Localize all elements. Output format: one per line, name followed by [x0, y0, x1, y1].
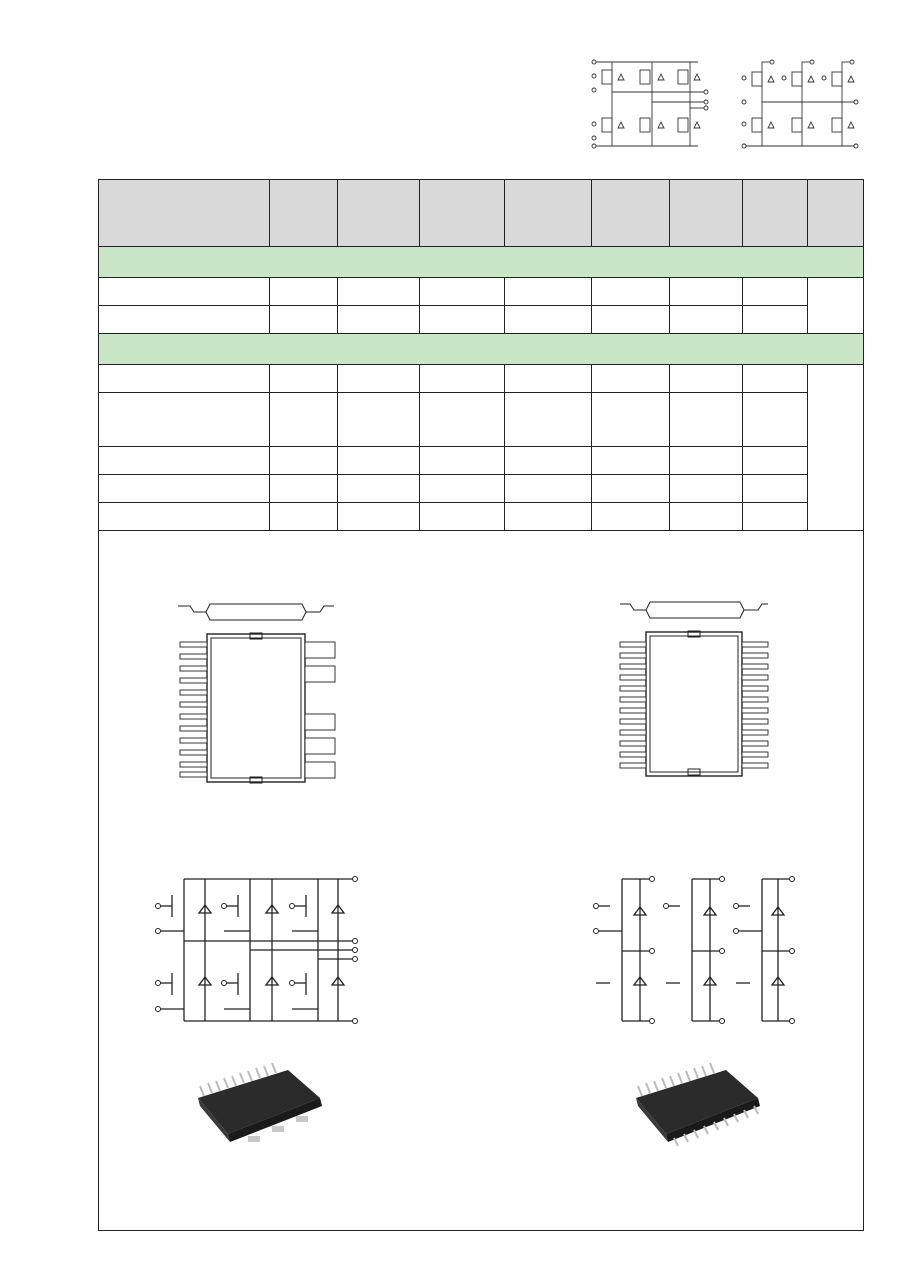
- table-row: [99, 306, 864, 334]
- table-row: [99, 393, 864, 447]
- table-row: [99, 503, 864, 531]
- package-outline-left: [176, 602, 336, 786]
- half-bridge-schematic-thumbnail: [736, 56, 862, 152]
- table-row: [99, 278, 864, 306]
- package-photo-right: [626, 1058, 772, 1148]
- package-outline-right: [618, 600, 770, 780]
- table-row: [99, 365, 864, 393]
- table-header-row: [99, 180, 864, 247]
- table-section-row: [99, 247, 864, 278]
- table-row: [99, 447, 864, 475]
- table-row: [99, 475, 864, 503]
- six-pack-schematic: [150, 873, 362, 1025]
- table-section-row: [99, 334, 864, 365]
- six-pack-schematic-thumbnail: [586, 56, 710, 152]
- parameter-table: [98, 179, 864, 531]
- package-photo-left: [188, 1058, 328, 1148]
- three-half-bridge-schematic: [588, 873, 800, 1025]
